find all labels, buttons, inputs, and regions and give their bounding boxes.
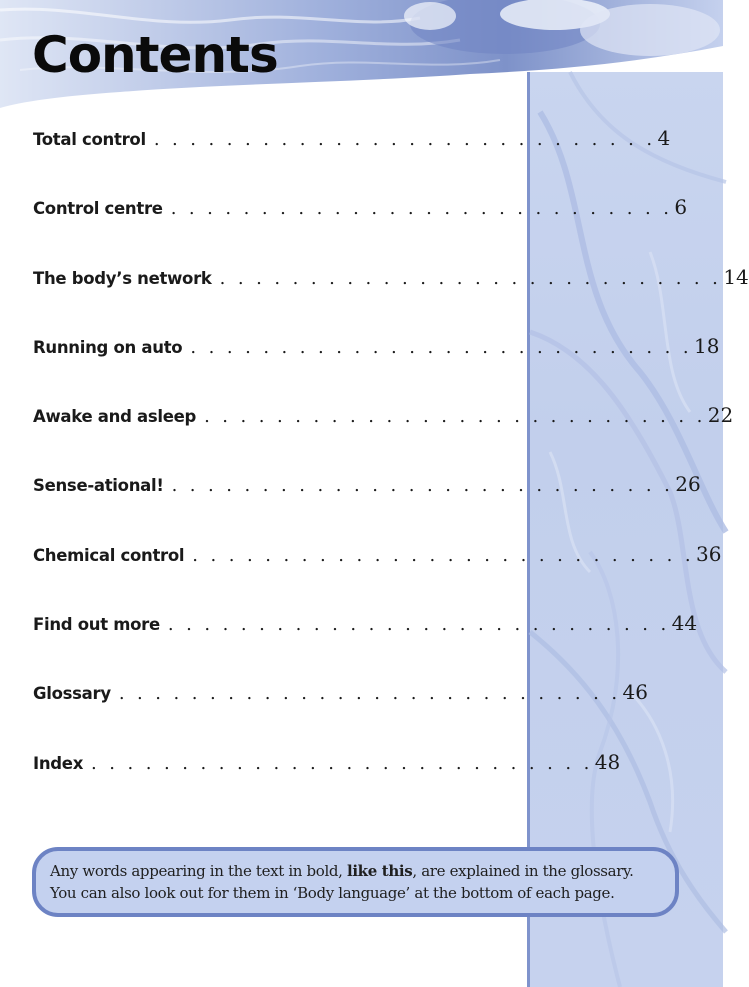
- toc-entry: [33, 195, 688, 264]
- toc-leader-dots: . . . . . . . . . . . . . . . . . . . . . . . . . . . .: [170, 198, 673, 220]
- toc-entry-title: Find out more: [33, 615, 160, 635]
- glossary-note-box: [32, 847, 679, 917]
- toc-leader-dots: . . . . . . . . . . . . . . . . . . . . . . . . . . . .: [91, 752, 593, 774]
- table-of-contents: [33, 126, 749, 819]
- note-line-2: You can also look out for them in ‘Body language’ at the bottom of each page.: [50, 884, 615, 902]
- toc-leader-dots: . . . . . . . . . . . . . . . . . . . . . . . . . . . .: [190, 336, 693, 358]
- toc-entry-title: Chemical control: [33, 545, 185, 565]
- toc-entry: [33, 472, 701, 541]
- toc-entry-page: 44: [671, 611, 698, 636]
- toc-entry-page: 48: [594, 749, 621, 774]
- toc-entry: [33, 403, 734, 472]
- toc-entry-title: Index: [33, 753, 84, 773]
- note-text: , are explained in the glossary.: [412, 862, 634, 880]
- toc-entry-page: 18: [694, 333, 720, 358]
- toc-entry: [33, 749, 621, 819]
- toc-entry-title: Running on auto: [33, 337, 183, 357]
- page-title: Contents: [32, 26, 278, 84]
- toc-entry: [33, 680, 648, 749]
- toc-entry-page: 36: [696, 541, 722, 566]
- toc-entry: [33, 541, 722, 611]
- toc-entry: [33, 611, 698, 680]
- toc-leader-dots: . . . . . . . . . . . . . . . . . . . . . . . . . . . .: [204, 406, 706, 428]
- toc-entry-title: Total control: [33, 130, 146, 149]
- toc-leader-dots: . . . . . . . . . . . . . . . . . . . . . . . . . . . .: [171, 475, 674, 497]
- toc-entry-page: 26: [675, 472, 701, 497]
- toc-entry-title: Awake and asleep: [33, 407, 197, 427]
- toc-leader-dots: . . . . . . . . . . . . . . . . . . . . . . . . . . . .: [167, 614, 670, 636]
- toc-leader-dots: . . . . . . . . . . . . . . . . . . . . . . . . . . . .: [192, 544, 694, 566]
- toc-entry-title: Glossary: [33, 684, 111, 704]
- toc-leader-dots: . . . . . . . . . . . . . . . . . . . . . . . . . . . .: [219, 267, 722, 289]
- toc-leader-dots: . . . . . . . . . . . . . . . . . . . . . . . . . . . .: [118, 683, 621, 705]
- toc-entry: [33, 333, 720, 403]
- toc-entry-page: 22: [707, 403, 734, 428]
- toc-entry-page: 6: [674, 195, 688, 220]
- toc-entry-page: 46: [622, 680, 648, 705]
- note-line-1: [50, 860, 661, 882]
- toc-entry-page: 4: [657, 126, 671, 150]
- toc-entry-page: 14: [723, 264, 749, 289]
- toc-entry: [33, 126, 671, 195]
- toc-entry-title: Sense-ational!: [33, 476, 164, 496]
- note-bold-example: like this: [346, 862, 413, 880]
- toc-entry: [33, 264, 749, 334]
- toc-entry-title: The body’s network: [33, 268, 212, 288]
- toc-leader-dots: . . . . . . . . . . . . . . . . . . . . . . . . . . . .: [153, 129, 656, 150]
- note-text: Any words appearing in the text in bold,: [50, 862, 347, 880]
- toc-entry-title: Control centre: [33, 199, 163, 219]
